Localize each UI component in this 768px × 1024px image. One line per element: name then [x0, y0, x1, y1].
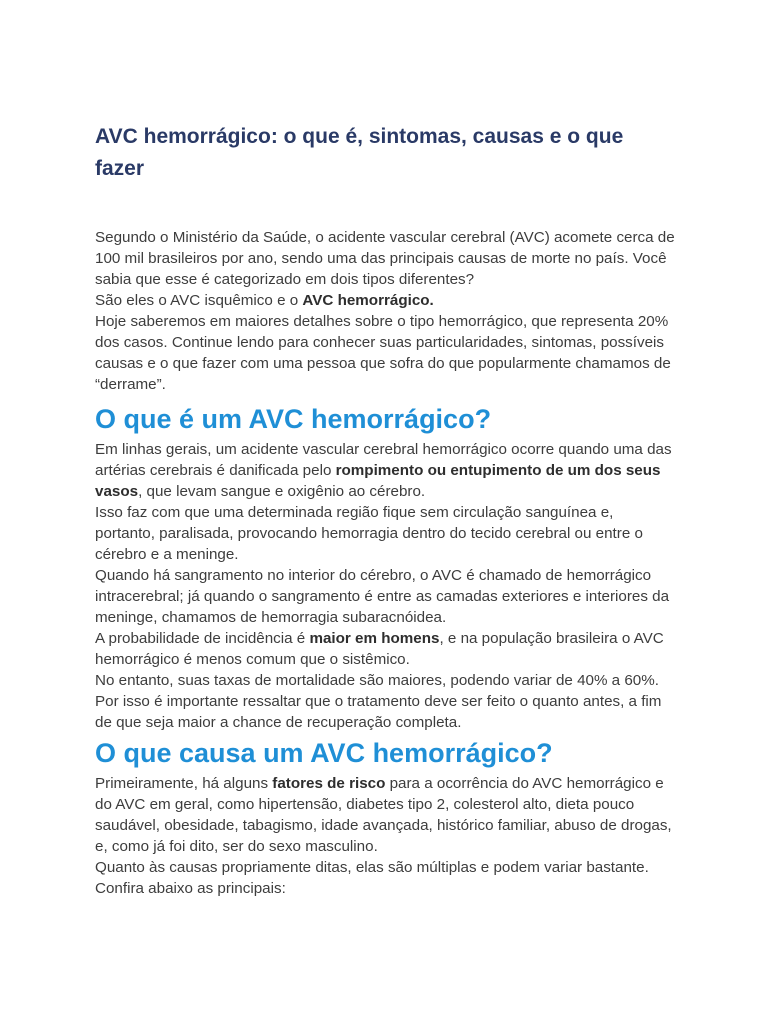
section1-paragraph-1-text-c: , que levam sangue e oxigênio ao cérebro. — [138, 483, 426, 500]
intro-paragraph-3: Hoje saberemos em maiores detalhes sobre o tipo hemorrágico, que representa 20% dos casos. Continue lendo para conhecer suas particularidades, sintomas, possíveis causas e o que fazer com uma pessoa que sofra do que popularmente chamamos de “derrame”. — [95, 313, 671, 393]
document-page — [95, 121, 675, 899]
section2-paragraph-1-bold: fatores de risco — [272, 775, 386, 792]
section1-paragraph-4-bold: maior em homens — [309, 630, 440, 647]
section-heading-what-is: O que é um AVC hemorrágico? — [95, 404, 492, 434]
intro-paragraph-2 — [95, 290, 675, 311]
section-causes-body — [95, 773, 675, 899]
intro-paragraph-2-bold: AVC hemorrágico. — [302, 292, 434, 309]
section2-paragraph-1-text-c: para a ocorrência do AVC hemorrágico e do AVC em geral, como hipertensão, diabetes tipo 2, colesterol alto, dieta pouco saudável, obesidade, tabagismo, idade avançada, histórico familiar, abuso de drogas, e, como já foi dito, ser do sexo masculino. — [95, 775, 672, 855]
section-heading-causes: O que causa um AVC hemorrágico? — [95, 738, 553, 768]
document-title: AVC hemorrágico: o que é, sintomas, causas e o que fazer — [95, 125, 624, 180]
section1-paragraph-4-text-a: A probabilidade de incidência é — [95, 630, 310, 647]
section1-paragraph-2: Isso faz com que uma determinada região fique sem circulação sanguínea e, portanto, paralisada, provocando hemorragia dentro do tecido cerebral ou entre o cérebro e a meninge. — [95, 504, 643, 563]
section2-paragraph-2: Quanto às causas propriamente ditas, elas são múltiplas e podem variar bastante. Confira abaixo as principais: — [95, 859, 649, 897]
section1-paragraph-1 — [95, 439, 675, 502]
section1-paragraph-4 — [95, 628, 675, 670]
intro-paragraph-1: Segundo o Ministério da Saúde, o acidente vascular cerebral (AVC) acomete cerca de 100 mil brasileiros por ano, sendo uma das principais causas de morte no país. Você sabia que esse é categorizado em dois tipos diferentes? — [95, 229, 675, 288]
section2-paragraph-1 — [95, 773, 675, 857]
section1-paragraph-3: Quando há sangramento no interior do cérebro, o AVC é chamado de hemorrágico intracerebral; já quando o sangramento é entre as camadas exteriores e interiores da meninge, chamamos de hemorragia subaracnóidea. — [95, 567, 670, 626]
intro-paragraph-2-text: São eles o AVC isquêmico e o — [95, 292, 303, 309]
section-what-is-body — [95, 439, 675, 733]
section1-paragraph-1-text-a: Em linhas gerais, um acidente vascular cerebral hemorrágico ocorre quando uma das artérias cerebrais é danificada pelo — [95, 441, 672, 479]
section1-paragraph-4-text-c: , e na população brasileira o AVC hemorrágico é menos comum que o sistêmico. — [95, 630, 664, 668]
section1-paragraph-5: No entanto, suas taxas de mortalidade são maiores, podendo variar de 40% a 60%. Por isso é importante ressaltar que o tratamento deve ser feito o quanto antes, a fim de que seja maior a chance de recuperação completa. — [95, 672, 662, 731]
section2-paragraph-1-text-a: Primeiramente, há alguns — [95, 775, 273, 792]
section1-paragraph-1-bold: rompimento ou entupimento de um dos seus vasos — [95, 462, 661, 500]
intro-section — [95, 227, 675, 395]
